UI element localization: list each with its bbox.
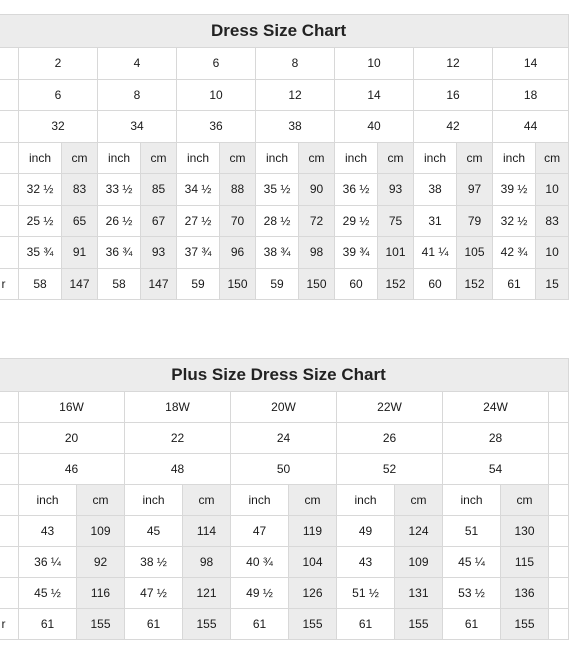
size-value-cell: 12 <box>414 48 493 80</box>
cm-value-cell: 155 <box>77 609 125 640</box>
size-value-cell: 48 <box>125 454 231 485</box>
inch-value-cell: 45 ¼ <box>443 547 501 578</box>
inch-value-cell: 34 ½ <box>177 174 220 206</box>
inch-value-cell: 33 ½ <box>98 174 141 206</box>
size-value-cell: 24 <box>231 423 337 454</box>
size-value-cell: 12 <box>256 79 335 111</box>
inch-value-cell: 26 ½ <box>98 205 141 237</box>
unit-header-row <box>0 485 569 516</box>
cm-value-cell: 109 <box>77 516 125 547</box>
inch-value-cell: 36 ¼ <box>19 547 77 578</box>
cm-value-cell: 136 <box>501 578 549 609</box>
row-label <box>0 454 19 485</box>
cm-value-cell: 130 <box>501 516 549 547</box>
inch-value-cell: 49 <box>337 516 395 547</box>
size-value-cell: 10 <box>177 79 256 111</box>
chart-title: Dress Size Chart <box>0 15 569 48</box>
size-value-cell: 46 <box>19 454 125 485</box>
unit-inch-cell: inch <box>256 142 299 174</box>
size-value-cell: 4 <box>98 48 177 80</box>
row-label <box>0 48 19 80</box>
row-label: r <box>0 609 19 640</box>
edge-cell <box>549 578 569 609</box>
size-value-cell: 38 <box>256 111 335 143</box>
cm-value-cell: 83 <box>62 174 98 206</box>
inch-value-cell: 61 <box>443 609 501 640</box>
inch-value-cell: 27 ½ <box>177 205 220 237</box>
unit-inch-cell: inch <box>19 142 62 174</box>
cm-value-cell: 98 <box>183 547 231 578</box>
unit-inch-cell: inch <box>335 142 378 174</box>
cm-value-cell: 85 <box>141 174 177 206</box>
cm-value-cell: 93 <box>141 237 177 269</box>
size-value-cell: 26 <box>337 423 443 454</box>
eu-size-row <box>0 454 569 485</box>
cm-value-cell: 10 <box>536 237 569 269</box>
unit-cm-cell: cm <box>536 142 569 174</box>
size-value-cell: 6 <box>19 79 98 111</box>
cm-value-cell: 119 <box>289 516 337 547</box>
cm-value-cell: 155 <box>395 609 443 640</box>
cm-value-cell: 90 <box>299 174 335 206</box>
size-value-cell: 22W <box>337 392 443 423</box>
cm-value-cell: 147 <box>141 268 177 300</box>
size-value-cell: 24W <box>443 392 549 423</box>
unit-inch-cell: inch <box>443 485 501 516</box>
cm-value-cell: 67 <box>141 205 177 237</box>
unit-cm-cell: cm <box>289 485 337 516</box>
cm-value-cell: 147 <box>62 268 98 300</box>
inch-value-cell: 58 <box>98 268 141 300</box>
size-value-cell: 32 <box>19 111 98 143</box>
size-value-cell: 10 <box>335 48 414 80</box>
size-value-cell: 22 <box>125 423 231 454</box>
inch-value-cell: 61 <box>231 609 289 640</box>
row-label <box>0 392 19 423</box>
cm-value-cell: 101 <box>378 237 414 269</box>
inch-value-cell: 47 <box>231 516 289 547</box>
cm-value-cell: 15 <box>536 268 569 300</box>
cm-value-cell: 152 <box>378 268 414 300</box>
cm-value-cell: 98 <box>299 237 335 269</box>
size-value-cell: 42 <box>414 111 493 143</box>
row-label <box>0 485 19 516</box>
edge-cell <box>549 485 569 516</box>
inch-value-cell: 43 <box>19 516 77 547</box>
size-value-cell: 16W <box>19 392 125 423</box>
unit-inch-cell: inch <box>337 485 395 516</box>
cm-value-cell: 10 <box>536 174 569 206</box>
inch-value-cell: 28 ½ <box>256 205 299 237</box>
inch-value-cell: 53 ½ <box>443 578 501 609</box>
edge-cell <box>549 547 569 578</box>
inch-value-cell: 59 <box>177 268 220 300</box>
unit-header-row <box>0 142 569 174</box>
us-size-row <box>0 392 569 423</box>
cm-value-cell: 97 <box>457 174 493 206</box>
hips-row <box>0 578 569 609</box>
height-row <box>0 268 569 300</box>
row-label: r <box>0 268 19 300</box>
inch-value-cell: 43 <box>337 547 395 578</box>
edge-cell <box>549 392 569 423</box>
chart-title-row <box>0 359 569 392</box>
inch-value-cell: 61 <box>19 609 77 640</box>
row-label <box>0 547 19 578</box>
edge-cell <box>549 609 569 640</box>
size-value-cell: 20W <box>231 392 337 423</box>
cm-value-cell: 155 <box>501 609 549 640</box>
uk-size-row <box>0 423 569 454</box>
edge-cell <box>549 454 569 485</box>
inch-value-cell: 36 ½ <box>335 174 378 206</box>
inch-value-cell: 45 <box>125 516 183 547</box>
inch-value-cell: 42 ¾ <box>493 237 536 269</box>
cm-value-cell: 104 <box>289 547 337 578</box>
inch-value-cell: 47 ½ <box>125 578 183 609</box>
size-value-cell: 40 <box>335 111 414 143</box>
inch-value-cell: 38 ½ <box>125 547 183 578</box>
row-label <box>0 174 19 206</box>
cm-value-cell: 72 <box>299 205 335 237</box>
cm-value-cell: 79 <box>457 205 493 237</box>
bust-row <box>0 174 569 206</box>
size-value-cell: 2 <box>19 48 98 80</box>
cm-value-cell: 109 <box>395 547 443 578</box>
unit-inch-cell: inch <box>125 485 183 516</box>
inch-value-cell: 25 ½ <box>19 205 62 237</box>
inch-value-cell: 61 <box>125 609 183 640</box>
chart-title: Plus Size Dress Size Chart <box>0 359 569 392</box>
waist-row <box>0 205 569 237</box>
hips-row <box>0 237 569 269</box>
inch-value-cell: 39 ¾ <box>335 237 378 269</box>
row-label <box>0 111 19 143</box>
row-label <box>0 205 19 237</box>
inch-value-cell: 37 ¾ <box>177 237 220 269</box>
size-value-cell: 14 <box>335 79 414 111</box>
inch-value-cell: 60 <box>335 268 378 300</box>
unit-cm-cell: cm <box>220 142 256 174</box>
cm-value-cell: 105 <box>457 237 493 269</box>
row-label <box>0 423 19 454</box>
row-label <box>0 578 19 609</box>
inch-value-cell: 38 ¾ <box>256 237 299 269</box>
size-value-cell: 18W <box>125 392 231 423</box>
size-value-cell: 50 <box>231 454 337 485</box>
inch-value-cell: 40 ¾ <box>231 547 289 578</box>
unit-cm-cell: cm <box>457 142 493 174</box>
unit-inch-cell: inch <box>19 485 77 516</box>
dress-size-chart-table <box>0 14 569 300</box>
unit-cm-cell: cm <box>183 485 231 516</box>
inch-value-cell: 51 ½ <box>337 578 395 609</box>
inch-value-cell: 51 <box>443 516 501 547</box>
plus-size-dress-size-chart-table <box>0 358 569 640</box>
unit-cm-cell: cm <box>141 142 177 174</box>
unit-cm-cell: cm <box>501 485 549 516</box>
cm-value-cell: 116 <box>77 578 125 609</box>
cm-value-cell: 91 <box>62 237 98 269</box>
row-label <box>0 142 19 174</box>
size-value-cell: 8 <box>98 79 177 111</box>
inch-value-cell: 35 ¾ <box>19 237 62 269</box>
us-size-row <box>0 48 569 80</box>
row-label <box>0 516 19 547</box>
size-value-cell: 36 <box>177 111 256 143</box>
unit-cm-cell: cm <box>395 485 443 516</box>
inch-value-cell: 36 ¾ <box>98 237 141 269</box>
size-value-cell: 14 <box>493 48 569 80</box>
unit-cm-cell: cm <box>299 142 335 174</box>
inch-value-cell: 60 <box>414 268 457 300</box>
inch-value-cell: 45 ½ <box>19 578 77 609</box>
cm-value-cell: 124 <box>395 516 443 547</box>
cm-value-cell: 92 <box>77 547 125 578</box>
waist-row <box>0 547 569 578</box>
inch-value-cell: 49 ½ <box>231 578 289 609</box>
unit-inch-cell: inch <box>414 142 457 174</box>
cm-value-cell: 155 <box>289 609 337 640</box>
inch-value-cell: 41 ¼ <box>414 237 457 269</box>
inch-value-cell: 35 ½ <box>256 174 299 206</box>
inch-value-cell: 61 <box>337 609 395 640</box>
cm-value-cell: 114 <box>183 516 231 547</box>
cm-value-cell: 126 <box>289 578 337 609</box>
size-value-cell: 34 <box>98 111 177 143</box>
uk-size-row <box>0 79 569 111</box>
inch-value-cell: 58 <box>19 268 62 300</box>
unit-inch-cell: inch <box>493 142 536 174</box>
chart-title-row <box>0 15 569 48</box>
size-value-cell: 28 <box>443 423 549 454</box>
unit-inch-cell: inch <box>231 485 289 516</box>
cm-value-cell: 65 <box>62 205 98 237</box>
row-label <box>0 79 19 111</box>
row-label <box>0 237 19 269</box>
size-value-cell: 8 <box>256 48 335 80</box>
height-row <box>0 609 569 640</box>
cm-value-cell: 70 <box>220 205 256 237</box>
edge-cell <box>549 516 569 547</box>
inch-value-cell: 31 <box>414 205 457 237</box>
inch-value-cell: 59 <box>256 268 299 300</box>
cm-value-cell: 75 <box>378 205 414 237</box>
cm-value-cell: 88 <box>220 174 256 206</box>
eu-size-row <box>0 111 569 143</box>
edge-cell <box>549 423 569 454</box>
inch-value-cell: 32 ½ <box>19 174 62 206</box>
cm-value-cell: 96 <box>220 237 256 269</box>
cm-value-cell: 93 <box>378 174 414 206</box>
cm-value-cell: 155 <box>183 609 231 640</box>
cm-value-cell: 83 <box>536 205 569 237</box>
size-value-cell: 54 <box>443 454 549 485</box>
bust-row <box>0 516 569 547</box>
inch-value-cell: 29 ½ <box>335 205 378 237</box>
cm-value-cell: 150 <box>299 268 335 300</box>
cm-value-cell: 150 <box>220 268 256 300</box>
cm-value-cell: 121 <box>183 578 231 609</box>
unit-cm-cell: cm <box>62 142 98 174</box>
unit-inch-cell: inch <box>98 142 141 174</box>
inch-value-cell: 39 ½ <box>493 174 536 206</box>
size-value-cell: 20 <box>19 423 125 454</box>
unit-cm-cell: cm <box>378 142 414 174</box>
unit-inch-cell: inch <box>177 142 220 174</box>
cm-value-cell: 152 <box>457 268 493 300</box>
inch-value-cell: 32 ½ <box>493 205 536 237</box>
inch-value-cell: 38 <box>414 174 457 206</box>
size-value-cell: 16 <box>414 79 493 111</box>
cm-value-cell: 131 <box>395 578 443 609</box>
size-value-cell: 52 <box>337 454 443 485</box>
unit-cm-cell: cm <box>77 485 125 516</box>
size-value-cell: 6 <box>177 48 256 80</box>
size-value-cell: 18 <box>493 79 569 111</box>
size-value-cell: 44 <box>493 111 569 143</box>
inch-value-cell: 61 <box>493 268 536 300</box>
cm-value-cell: 115 <box>501 547 549 578</box>
